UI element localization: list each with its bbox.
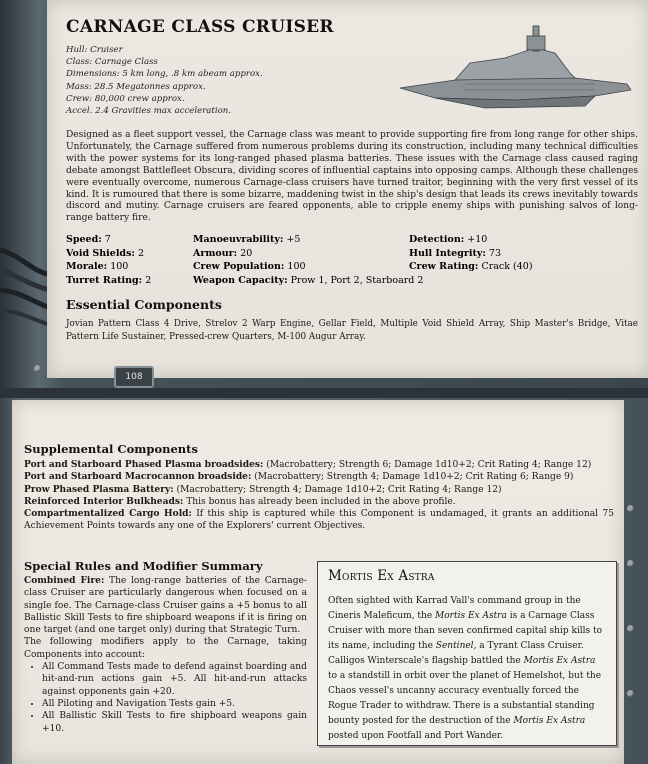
sidebar-body: [328, 594, 606, 744]
sidebar-box: [317, 561, 617, 746]
page-gap: [0, 388, 648, 398]
stat-label: Speed:: [66, 234, 102, 245]
sidebar-text: Often sighted with Karrad Vall's command group in the Cineris Maleficum, the: [328, 596, 581, 621]
stat-label: Detection:: [409, 234, 465, 245]
stat-label: Crew Rating:: [409, 261, 479, 272]
supplemental-item: [24, 508, 614, 533]
rivet-icon: [627, 560, 634, 567]
component-text: (Macrobattery; Strength 4; Damage 1d10+2; Crit Rating 4; Range 12): [173, 484, 502, 495]
special-rules-heading: Special Rules and Modifier Summary: [24, 559, 263, 573]
supplemental-list: [24, 459, 614, 533]
rule-name: Combined Fire:: [24, 575, 105, 586]
supplemental-item: [24, 471, 614, 483]
essential-heading: Essential Components: [66, 297, 222, 312]
sidebar-text: to a standstill in orbit over the planet of Hemelshot, but the Chaos vessel's uncanny accuracy eventually forced the Rogue Trader to withdraw. There is a substantial standing bounty posted for the destruction of the: [328, 671, 602, 726]
ship-illustration: [395, 18, 635, 123]
stat-label: Hull Integrity:: [409, 247, 486, 259]
rivet-icon: [34, 365, 41, 372]
supplemental-item: [24, 484, 614, 496]
sidebar-text: , a Tyrant Class Cruiser. Calligos Winterscale's flagship battled the: [328, 641, 584, 666]
meta-line: Dimensions: 5 km long, .8 km abeam approx.: [66, 69, 263, 80]
component-text: This bonus has already been included in the above profile.: [183, 496, 456, 507]
stat-value: +5: [286, 234, 301, 245]
stat-value: 2: [137, 247, 144, 259]
essential-text: Jovian Pattern Class 4 Drive, Strelov 2 Warp Engine, Gellar Field, Multiple Void Shield Array, Ship Master's Bridge, Vitae Pattern Life Sustainer, Pressed-crew Quarters, M-100 Augur Array.: [66, 319, 638, 343]
sidebar-title: Mortis Ex Astra: [328, 568, 435, 584]
ship-name: Mortis Ex Astra: [435, 611, 507, 621]
modifiers-intro: The following modifiers apply to the Carnage, taking Components into account:: [24, 637, 307, 660]
stat-label: Crew Population:: [193, 261, 285, 272]
stat-label: Void Shields:: [66, 247, 135, 259]
sidebar-text: is a Carnage Class Cruiser with more than seven confirmed capital ship kills to its name, including the: [328, 611, 603, 651]
meta-line: Class: Carnage Class: [66, 57, 158, 68]
stat-value: 73: [488, 247, 501, 259]
rule-text: The long-range batteries of the Carnage-class Cruiser are particularly dangerous when focused on a single foe. The Carnage-class Cruiser gains a +5 bonus to all Ballistic Skill Tests to fire shipboard weapons if it is firing on one target (and one target only) during that Strategic Turn.: [24, 576, 307, 636]
stat-value: 2: [145, 274, 152, 286]
modifier-item: • All Command Tests made to defend against boarding and hit-and-run actions gain +5. All hit-and-run attacks against opponents gain +20.: [42, 661, 307, 698]
ship-description: Designed as a fleet support vessel, the Carnage class was meant to provide supporting fire from long range for other ships. Unfortunately, the Carnage suffered from numerous problems during its construction, including many technical difficulties with the power systems for its long-ranged phased plasma batteries. These issues with the Carnage class caused raging debate amongst Battlefleet Obscura, dividing scores of influential captains into opposing camps. Although these challenges were eventually overcome, numerous Carnage-class cruisers have turned traitor, beginning with the very first vessel of its kind. It is rumoured that there is some bizarre, maddening twist in the ship's design that leads its crews inevitably towards discord and mutiny. Carnage cruisers are feared opponents, able to cripple enemy ships with punishing salvos of long-range battery fire.: [66, 130, 638, 224]
ship-name: Mortis Ex Astra: [513, 716, 586, 726]
sidebar-text: posted upon Footfall and Port Wander.: [328, 731, 504, 741]
component-name: Reinforced Interior Bulkheads:: [24, 495, 184, 507]
supplemental-heading: Supplemental Components: [24, 442, 198, 456]
stat-label: Turret Rating:: [66, 274, 143, 286]
component-text: (Macrobattery; Strength 6; Damage 1d10+2; Crit Rating 4; Range 12): [263, 460, 592, 470]
meta-line: Crew: 80,000 crew approx.: [66, 93, 185, 104]
modifier-item: • All Ballistic Skill Tests to fire shipboard weapons gain +10.: [42, 710, 307, 735]
component-text: If this ship is captured while this Component is undamaged, it grants an additional 75 Achievement Points towards any one of the Explorers' current Objectives.: [24, 509, 614, 532]
rivet-icon: [627, 625, 634, 632]
modifier-item: • All Piloting and Navigation Tests gain +5.: [42, 698, 307, 710]
page-title: CARNAGE CLASS CRUISER: [66, 17, 334, 37]
component-text: (Macrobattery; Strength 4; Damage 1d10+2; Crit Rating 6; Range 9): [251, 472, 574, 483]
supplemental-item: [24, 496, 614, 508]
component-name: Port and Starboard Macrocannon broadside:: [24, 471, 252, 483]
meta-line: Hull: Cruiser: [66, 45, 123, 55]
ship-name: Mortis Ex Astra: [523, 656, 596, 666]
meta-line: Accel. 2.4 Gravities max acceleration.: [66, 106, 232, 117]
stat-label: Manoeuvrability:: [193, 234, 284, 245]
stat-value: Prow 1, Port 2, Starboard 2: [290, 274, 424, 286]
combined-fire-rule: [24, 575, 307, 636]
stat-label: Armour:: [193, 247, 238, 259]
stat-value: Crack (40): [481, 261, 533, 272]
stat-label: Morale:: [66, 261, 108, 272]
ship-meta: [66, 44, 263, 117]
component-name: Prow Phased Plasma Battery:: [24, 483, 174, 495]
meta-line: Mass: 28.5 Megatonnes approx.: [66, 81, 206, 92]
stat-value: 7: [104, 234, 111, 245]
cables-decoration: [0, 230, 50, 340]
special-rules: [24, 575, 307, 735]
rivet-icon: [627, 505, 634, 512]
modifier-list: [24, 661, 307, 735]
supplemental-item: [24, 459, 614, 471]
stat-value: 100: [110, 261, 129, 272]
component-name: Port and Starboard Phased Plasma broadsides:: [24, 459, 264, 470]
rivet-icon: [627, 690, 634, 697]
stat-value: 20: [240, 247, 253, 259]
page-number: 108: [114, 366, 154, 388]
stat-label: Weapon Capacity:: [193, 274, 288, 286]
stat-value: +10: [467, 234, 488, 245]
stat-value: 100: [287, 261, 306, 272]
component-name: Compartmentalized Cargo Hold:: [24, 508, 192, 520]
ship-stats: [66, 233, 638, 287]
ship-name: Sentinel: [435, 641, 474, 651]
